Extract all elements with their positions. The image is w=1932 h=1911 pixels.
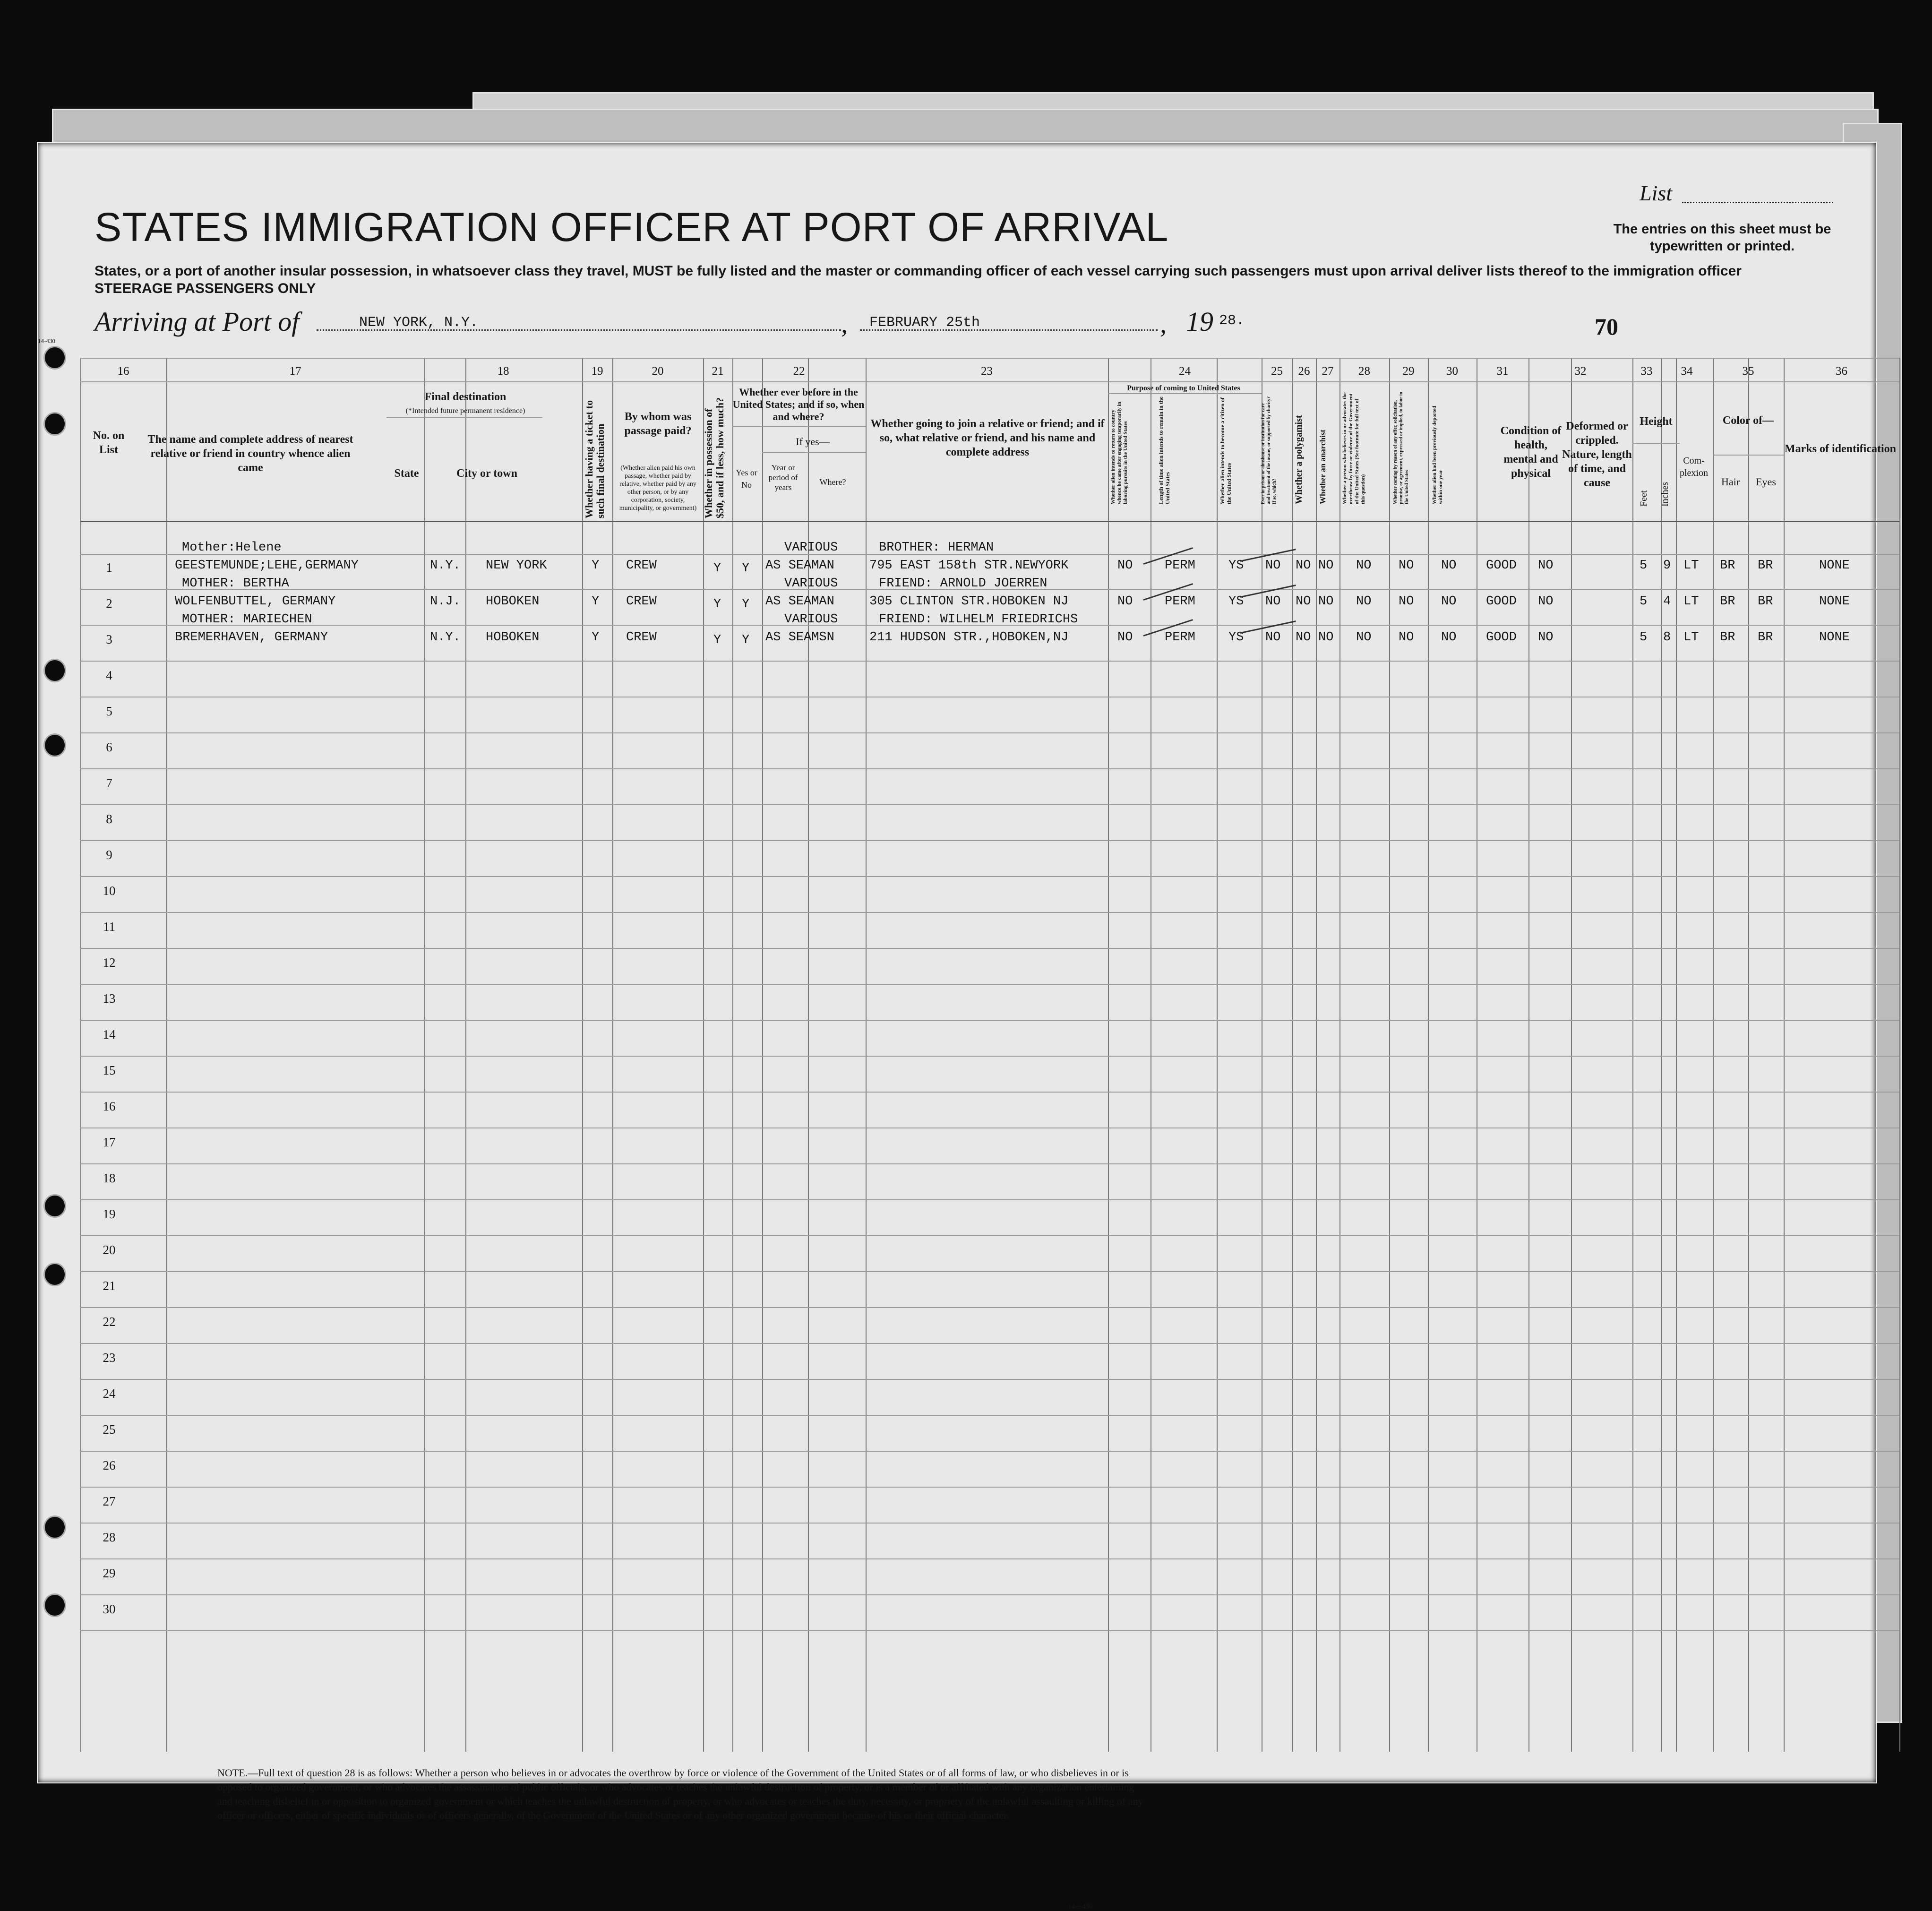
row-number: 27: [103, 1494, 116, 1508]
form-code-top: 14-430: [38, 337, 55, 344]
binder-hole: [43, 412, 66, 436]
grid-row-line: [80, 948, 1899, 949]
destination-city: HOBOKEN: [486, 630, 540, 645]
labor-offer-value: NO: [1399, 559, 1414, 573]
citizen-intent: YS: [1228, 594, 1244, 609]
health-condition: GOOD: [1486, 559, 1517, 573]
row-number: 28: [103, 1530, 116, 1544]
deported-value: NO: [1441, 630, 1457, 645]
grid-column-line: [1676, 358, 1677, 1752]
grid-row-line: [80, 1199, 1899, 1200]
grid-row-line: [80, 840, 1899, 841]
column-number-30: 30: [1446, 365, 1458, 378]
column-number-18: 18: [497, 365, 509, 378]
destination-state: N.J.: [430, 594, 461, 609]
column-number-32: 32: [1574, 365, 1587, 378]
deformed-value: NO: [1538, 630, 1554, 645]
anarchist-value: NO: [1318, 594, 1334, 609]
header-eyes: Eyes: [1756, 476, 1776, 488]
period-line1: VARIOUS: [784, 577, 838, 591]
grid-column-line: [582, 358, 583, 1752]
header-purpose-length: Length of time alien intends to remain in the United States: [1158, 396, 1171, 504]
header-ever-before: Whether ever before in the United States; and if so, when and where?: [732, 386, 865, 422]
fifty-dollars-value: Y: [713, 633, 721, 647]
destination-city: HOBOKEN: [486, 594, 540, 609]
polygamist-value: NO: [1296, 630, 1311, 645]
grid-column-line: [1389, 358, 1390, 1752]
period-line1: VARIOUS: [784, 612, 838, 627]
row-number: 5: [106, 704, 112, 718]
row-number: 25: [103, 1422, 116, 1437]
header-complexion: Com- plexion: [1680, 456, 1708, 478]
passage-paid-by: CREW: [626, 559, 657, 573]
grid-row-line: [80, 768, 1899, 769]
binder-hole: [43, 1515, 66, 1539]
row-number: 12: [103, 956, 116, 970]
relative-name: MOTHER: MARIECHEN: [182, 612, 312, 627]
binder-hole: [43, 1263, 66, 1286]
prison-value: NO: [1265, 630, 1281, 645]
column-number-26: 26: [1298, 365, 1310, 378]
grid-column-line: [762, 358, 763, 1752]
page-title: STATES IMMIGRATION OFFICER AT PORT OF ARRIVAL: [94, 205, 1169, 250]
height-feet: 5: [1640, 630, 1648, 645]
header-purpose-return: Whether alien intends to return to country whence he came after engaging temporarily in laboring pursuits in the United States: [1110, 402, 1128, 504]
grid-column-line: [1713, 358, 1714, 1752]
row-number: 2: [106, 596, 112, 611]
labor-offer-value: NO: [1399, 594, 1414, 609]
header-marks: Marks of identification: [1785, 443, 1896, 455]
row-number: 15: [103, 1063, 116, 1077]
binder-hole: [43, 733, 66, 757]
row-number: 20: [103, 1243, 116, 1257]
health-condition: GOOD: [1486, 630, 1517, 645]
header-prison: Ever in prison or almshouse or institution for care and treatment of the insane, or supported by charity? If so, which?: [1261, 396, 1277, 504]
list-label: List: [1640, 181, 1673, 205]
header-final-destination-note: (*Intended future permanent residence): [405, 407, 525, 415]
eye-color: BR: [1758, 559, 1773, 573]
row-number: 29: [103, 1566, 116, 1580]
grid-column-line: [1217, 358, 1218, 1752]
length-of-stay: PERM: [1165, 559, 1195, 573]
ticket-value: Y: [592, 630, 600, 645]
header-joining: Whether going to join a relative or friend; and if so, what relative or friend, and his name and complete address: [870, 418, 1105, 458]
binder-hole: [43, 346, 66, 370]
header-deformed: Deformed or crippled. Nature, length of time, and cause: [1562, 420, 1632, 489]
column-number-16: 16: [117, 365, 129, 378]
column-number-19: 19: [591, 365, 603, 378]
row-number: 14: [103, 1027, 116, 1042]
row-number: 7: [106, 776, 112, 790]
header-health: Condition of health, mental and physical: [1500, 425, 1562, 480]
height-inches: 9: [1663, 559, 1671, 573]
column-number-21: 21: [712, 365, 724, 378]
eye-color: BR: [1758, 630, 1773, 645]
grid-row-line: [80, 1451, 1899, 1452]
column-number-29: 29: [1402, 365, 1415, 378]
grid-row-line: [80, 1415, 1899, 1416]
relative-name: MOTHER: BERTHA: [182, 577, 289, 591]
grid-row-line: [80, 984, 1899, 985]
grid-column-line: [1292, 358, 1293, 1752]
grid-header-line: [80, 521, 1899, 522]
sheet-number: 70: [1595, 313, 1618, 340]
row-number: 26: [103, 1458, 116, 1472]
grid-row-line: [80, 1271, 1899, 1272]
identification-marks: NONE: [1819, 630, 1850, 645]
intro-text: States, or a port of another insular possession, in whatsoever class they travel, MUST be fully listed and the master or commanding officer of each vessel carrying such passengers must upon arrival deliver lists thereof to the immigration officer: [94, 263, 1742, 279]
grid-row-line: [80, 1487, 1899, 1488]
binder-hole: [43, 1593, 66, 1617]
grid-row-line: [80, 804, 1899, 805]
ever-before-yes-no: Y: [742, 633, 750, 647]
grid-row-line: [80, 876, 1899, 877]
deported-value: NO: [1441, 559, 1457, 573]
row-number: 8: [106, 812, 112, 826]
row-number: 17: [103, 1135, 116, 1149]
polygamist-value: NO: [1296, 594, 1311, 609]
labor-offer-value: NO: [1399, 630, 1414, 645]
citizen-intent: YS: [1228, 559, 1244, 573]
header-final-destination: Final destination: [424, 391, 507, 403]
column-number-35: 35: [1742, 365, 1754, 378]
grid-column-line: [1571, 358, 1572, 1752]
anarchist-value: NO: [1318, 630, 1334, 645]
port-value: NEW YORK, N.Y.: [359, 315, 479, 331]
header-year-period: Year or period of years: [768, 463, 798, 492]
joining-address: 305 CLINTON STR.HOBOKEN NJ: [869, 594, 1069, 609]
header-passage: By whom was passage paid?: [624, 411, 692, 437]
grid-column-line: [1108, 358, 1109, 1752]
hair-color: BR: [1720, 594, 1735, 609]
identification-marks: NONE: [1819, 594, 1850, 609]
grid-column-line: [1428, 358, 1429, 1752]
form-code: 14—430: [1068, 1903, 1093, 1911]
year-prefix: 19: [1186, 306, 1213, 337]
grid-row-line: [80, 1523, 1899, 1524]
row-number: 1: [106, 560, 112, 575]
grid-subheader-line: [1713, 455, 1784, 456]
height-feet: 5: [1640, 594, 1648, 609]
citizen-intent: YS: [1228, 630, 1244, 645]
return-value: NO: [1117, 594, 1133, 609]
grid-row-line: [80, 1558, 1899, 1559]
comma-2: ,: [1160, 310, 1167, 339]
header-relative: The name and complete address of nearest relative or friend in country whence alien came: [147, 433, 353, 474]
grid-subheader-line: [1632, 443, 1680, 444]
header-labor-offer: Whether coming by reason of any offer, solicitation, promise, or agreement, expressed or implied, to labor in the United States: [1393, 391, 1409, 504]
header-no-on-list: No. on List: [93, 430, 125, 456]
header-fifty-dollars: Whether in possession of $50, and if less, how much?: [703, 397, 726, 518]
overthrow-value: NO: [1356, 559, 1372, 573]
height-inches: 8: [1663, 630, 1671, 645]
row-number: 22: [103, 1315, 116, 1329]
grid-row-line: [80, 1163, 1899, 1164]
grid-column-line: [612, 358, 613, 1752]
passage-paid-by: CREW: [626, 630, 657, 645]
grid-subheader-line: [762, 452, 866, 453]
header-feet: Feet: [1639, 490, 1649, 507]
grid-row-line: [80, 1092, 1899, 1093]
header-yes-no: Yes or No: [736, 468, 757, 490]
manifest-sheet: [37, 142, 1896, 1911]
row-number: 3: [106, 632, 112, 646]
row-number: 23: [103, 1351, 116, 1365]
passage-paid-by: CREW: [626, 594, 657, 609]
binder-hole: [43, 1194, 66, 1218]
period-line1: VARIOUS: [784, 541, 838, 555]
header-purpose: Purpose of coming to United States: [1127, 384, 1240, 392]
grid-row-line: [80, 1379, 1899, 1380]
footnote-question-28: NOTE.—Full text of question 28 is as follows: Whether a person who believes in or advocates the overthrow by force or violence of the Government of the United States or of all forms of law, or who disbelieves in or is opposed to organized government, or who advocates the assassination of public officials, or who advocates or teaches the unlawful destruction of property, or is a member of or affiliated with any organization entertaining and teaching disbelief in or opposition to organized government or which teaches the unlawful destruction of property, or who advocates or teaches the duty, necessity, or propriety of the unlawful assaulting or killing of any officer or officers, either of specific individuals or of officers generally, of the Government of the United States or of any other organized government because of his or their official character.: [217, 1767, 1143, 1821]
ticket-value: Y: [592, 559, 600, 573]
length-of-stay: PERM: [1165, 594, 1195, 609]
row-number: 16: [103, 1099, 116, 1113]
hair-color: BR: [1720, 559, 1735, 573]
grid-column-line: [465, 358, 466, 1752]
grid-column-line: [1899, 358, 1900, 1752]
height-feet: 5: [1640, 559, 1648, 573]
row-number: 11: [103, 920, 115, 934]
grid-row-line: [80, 1594, 1899, 1595]
joining-relative: FRIEND: WILHELM FRIEDRICHS: [879, 612, 1078, 627]
anarchist-value: NO: [1318, 559, 1334, 573]
header-passage-note: (Whether alien paid his own passage, whether paid by relative, whether paid by any other person, or by any corporation, society, municipality, or government): [619, 465, 697, 512]
relative-address: BREMERHAVEN, GERMANY: [175, 630, 328, 645]
header-deported: Whether alien had been previously deported within one year: [1432, 405, 1443, 504]
column-number-25: 25: [1271, 365, 1283, 378]
grid-subheader-line: [732, 426, 866, 427]
period-line2: AS SEAMSN: [765, 630, 834, 645]
joining-address: 795 EAST 158th STR.NEWYORK: [869, 559, 1069, 573]
column-number-22: 22: [793, 365, 805, 378]
grid-column-line: [866, 358, 867, 1752]
grid-row-line: [80, 1630, 1899, 1631]
grid-column-line: [424, 358, 425, 1752]
header-hair: Hair: [1721, 476, 1740, 488]
year-suffix: 28.: [1219, 313, 1245, 329]
column-number-31: 31: [1496, 365, 1509, 378]
destination-state: N.Y.: [430, 559, 461, 573]
identification-marks: NONE: [1819, 559, 1850, 573]
row-number: 13: [103, 991, 116, 1006]
length-of-stay: PERM: [1165, 630, 1195, 645]
header-overthrow: Whether a person who believes in or advocates the overthrow by force or violence of the Government of the United States (See footnote for full text of this question): [1342, 392, 1366, 504]
grid-column-line: [1528, 358, 1529, 1752]
row-number: 9: [106, 848, 112, 862]
column-number-36: 36: [1836, 365, 1847, 378]
column-number-34: 34: [1681, 365, 1693, 378]
joining-address: 211 HUDSON STR.,HOBOKEN,NJ: [869, 630, 1069, 645]
grid-row-line: [80, 661, 1899, 662]
destination-state: N.Y.: [430, 630, 461, 645]
header-ticket: Whether having a ticket to such final destination: [583, 400, 606, 518]
column-number-27: 27: [1322, 365, 1334, 378]
steerage-label: STEERAGE PASSENGERS ONLY: [94, 281, 316, 296]
row-number: 6: [106, 740, 112, 754]
prison-value: NO: [1265, 594, 1281, 609]
header-polygamist: Whether a polygamist: [1294, 415, 1304, 504]
header-height: Height: [1640, 415, 1673, 428]
header-purpose-citizen: Whether alien intends to become a citizen of the United States: [1219, 397, 1232, 504]
grid-row-line: [80, 1056, 1899, 1057]
row-number: 19: [103, 1207, 116, 1221]
deported-value: NO: [1441, 594, 1457, 609]
fifty-dollars-value: Y: [713, 561, 721, 576]
deformed-value: NO: [1538, 594, 1554, 609]
joining-relative: FRIEND: ARNOLD JOERREN: [879, 577, 1048, 591]
typewritten-note: The entries on this sheet must be typewritten or printed.: [1613, 222, 1831, 254]
grid-row-line: [80, 1343, 1899, 1344]
relative-address: GEESTEMUNDE;LEHE,GERMANY: [175, 559, 359, 573]
grid-row-line: [80, 732, 1899, 733]
arriving-label: Arriving at Port of: [94, 306, 300, 337]
manifest-table: [80, 358, 1899, 1752]
grid-column-line: [732, 358, 733, 1752]
complexion-value: LT: [1683, 630, 1699, 645]
comma-1: ,: [841, 310, 848, 339]
ever-before-yes-no: Y: [742, 561, 750, 576]
row-number: 24: [103, 1386, 116, 1401]
health-condition: GOOD: [1486, 594, 1517, 609]
grid-column-line: [1632, 358, 1633, 1752]
row-number: 21: [103, 1279, 116, 1293]
header-color-of: Color of—: [1722, 414, 1774, 427]
row-number: 30: [103, 1602, 116, 1616]
date-value: FEBRUARY 25th: [869, 315, 980, 331]
complexion-value: LT: [1683, 559, 1699, 573]
polygamist-value: NO: [1296, 559, 1311, 573]
destination-city: NEW YORK: [486, 559, 547, 573]
grid-row-line: [80, 1235, 1899, 1236]
prison-value: NO: [1265, 559, 1281, 573]
grid-column-line: [703, 358, 704, 1752]
grid-header-line: [80, 381, 1899, 382]
column-number-24: 24: [1179, 365, 1191, 378]
column-number-28: 28: [1358, 365, 1370, 378]
column-number-33: 33: [1640, 365, 1653, 378]
ticket-value: Y: [592, 594, 600, 609]
grid-column-line: [1316, 358, 1317, 1752]
deformed-value: NO: [1538, 559, 1554, 573]
grid-column-line: [166, 358, 167, 1752]
overthrow-value: NO: [1356, 630, 1372, 645]
header-if-yes: If yes—: [796, 436, 830, 448]
column-number-23: 23: [981, 365, 993, 378]
grid-column-line: [1661, 358, 1662, 1752]
grid-column-line: [1748, 358, 1749, 1752]
list-number-line: [1682, 202, 1833, 203]
column-number-17: 17: [289, 365, 301, 378]
ever-before-yes-no: Y: [742, 597, 750, 611]
height-inches: 4: [1663, 594, 1671, 609]
row-number: 4: [106, 668, 112, 682]
grid-column-line: [1784, 358, 1785, 1752]
row-number: 18: [103, 1171, 116, 1185]
grid-row-line: [80, 912, 1899, 913]
return-value: NO: [1117, 559, 1133, 573]
period-line2: AS SEAMAN: [765, 594, 834, 609]
grid-row-line: [80, 1307, 1899, 1308]
binder-hole: [43, 659, 66, 682]
fifty-dollars-value: Y: [713, 597, 721, 611]
complexion-value: LT: [1683, 594, 1699, 609]
header-city: City or town: [456, 467, 517, 480]
relative-name: Mother:Helene: [182, 541, 282, 555]
return-value: NO: [1117, 630, 1133, 645]
hair-color: BR: [1720, 630, 1735, 645]
header-state: State: [394, 467, 419, 480]
eye-color: BR: [1758, 594, 1773, 609]
relative-address: WOLFENBUTTEL, GERMANY: [175, 594, 336, 609]
grid-header-line: [80, 358, 1899, 359]
period-line2: AS SEAMAN: [765, 559, 834, 573]
header-inches: Inches: [1660, 482, 1670, 507]
header-anarchist: Whether an anarchist: [1318, 429, 1327, 504]
grid-row-line: [80, 1020, 1899, 1021]
header-where: Where?: [819, 477, 846, 487]
row-number: 10: [103, 884, 116, 898]
joining-relative: BROTHER: HERMAN: [879, 541, 994, 555]
overthrow-value: NO: [1356, 594, 1372, 609]
column-number-20: 20: [652, 365, 664, 378]
